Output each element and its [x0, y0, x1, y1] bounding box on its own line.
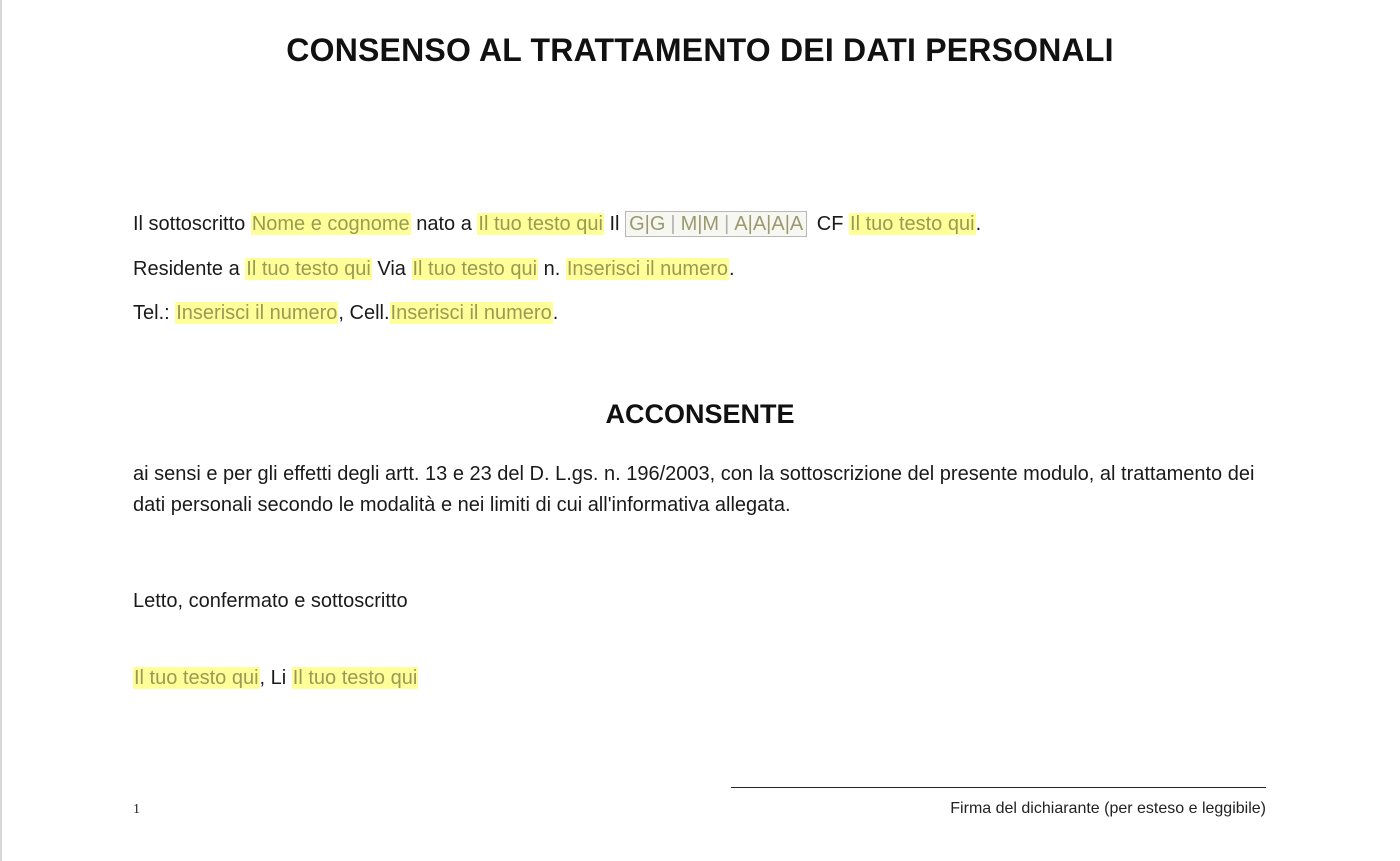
date-day: G|G — [629, 213, 666, 235]
static-text: Via — [371, 258, 412, 280]
birth-date-field[interactable] — [625, 211, 807, 237]
static-text: . — [975, 213, 982, 235]
static-text: Il sottoscritto — [133, 213, 251, 235]
mobile-field[interactable]: Inserisci il numero — [390, 302, 552, 324]
personal-data-line-3 — [133, 302, 558, 325]
tax-code-field[interactable]: Il tuo testo qui — [850, 213, 975, 235]
place-field[interactable]: Il tuo testo qui — [134, 667, 259, 689]
page-edge — [0, 0, 2, 861]
date-separator: | — [670, 213, 676, 235]
street-field[interactable]: Il tuo testo qui — [412, 258, 538, 280]
page-number: 1 — [133, 802, 140, 817]
static-text: Il — [603, 213, 626, 235]
personal-data-line-1 — [133, 211, 981, 237]
signature-label: Firma del dichiarante (per esteso e leggibile) — [950, 800, 1266, 817]
section-heading: ACCONSENTE — [605, 399, 795, 429]
birthplace-field[interactable]: Il tuo testo qui — [478, 213, 603, 235]
date-year: A|A|A|A — [734, 213, 804, 235]
static-text: Tel.: — [133, 302, 176, 324]
residence-field[interactable]: Il tuo testo qui — [246, 258, 371, 280]
personal-data-line-2 — [133, 258, 735, 281]
house-number-field[interactable]: Inserisci il numero — [566, 258, 728, 280]
place-date-line — [133, 667, 418, 690]
telephone-field[interactable]: Inserisci il numero — [176, 302, 338, 324]
confirm-text: Letto, confermato e sottoscritto — [133, 590, 408, 612]
static-text: Residente a — [133, 258, 246, 280]
static-text: CF — [811, 213, 850, 235]
signature-line — [731, 787, 1266, 788]
date-separator: | — [724, 213, 730, 235]
static-text: , Cell. — [338, 302, 390, 324]
static-text: . — [729, 258, 735, 280]
date-month: M|M — [680, 213, 720, 235]
static-text: . — [552, 302, 559, 324]
static-text: nato a — [410, 213, 478, 235]
static-text: n. — [538, 258, 566, 280]
signing-date-field[interactable]: Il tuo testo qui — [292, 667, 418, 689]
name-field[interactable]: Nome e cognome — [251, 213, 410, 235]
document-title: CONSENSO AL TRATTAMENTO DEI DATI PERSONALI — [286, 32, 1114, 68]
static-text: , Li — [259, 667, 292, 689]
consent-paragraph: ai sensi e per gli effetti degli artt. 13 e 23 del D. L.gs. n. 196/2003, con la sottoscrizione del presente modulo, al trattamento dei dati personali secondo le modalità e nei limiti di cui all'informativa allegata. — [133, 463, 1255, 516]
